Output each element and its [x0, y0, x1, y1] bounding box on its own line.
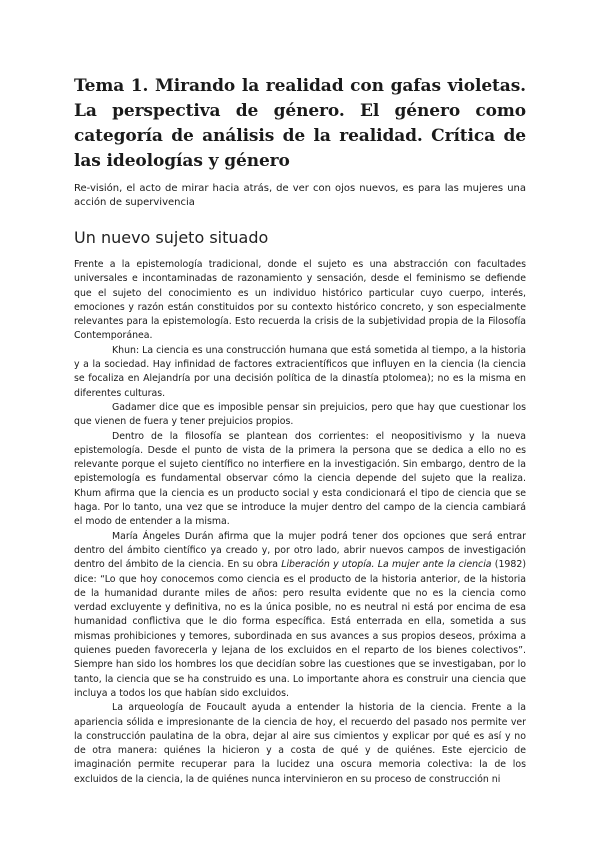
paragraph-foucault: La arqueología de Foucault ayuda a entender la historia de la ciencia. Frente a la apariencia sólida e impresionante de la ciencia de hoy, el recuerdo del pasado nos permite ver la construcción paulatina de la obra, dejar al aire sus cimientos y explicar por qué es así y no de otra manera: quiénes la hicieron y a costa de qué y de quiénes. Este ejercicio de imaginación permite recuperar para la lucidez una oscura memoria colectiva: la de los excluidos de la ciencia, la de quiénes nunca intervinieron en su proceso de construcción ni: [74, 702, 526, 785]
epigraph: Re-visión, el acto de mirar hacia atrás, de ver con ojos nuevos, es para las mujeres una acción de supervivencia: [74, 183, 526, 208]
book-title: Liberación y utopía. La mujer ante la ciencia: [281, 559, 492, 571]
paragraph-duran: [74, 530, 526, 702]
paragraph-khun: Khun: La ciencia es una construcción humana que está sometida al tiempo, a la historia y a la sociedad. Hay infinidad de factores extracientíficos que influyen en la ciencia (la ciencia se focaliza en Alejandría por una decisión política de la dinastía ptolomea); no es la misma en diferentes culturas.: [74, 344, 526, 399]
section-heading: Un nuevo sujeto situado: [74, 228, 269, 247]
paragraph-duran-text-start: María Ángeles Durán afirma que la mujer podrá tener dos opciones que será entrar dentro del ámbito científico ya creado y, por otro lado, abrir nuevos campos de investigación dentro del ámbito de la ciencia. En su obra: [74, 530, 526, 571]
paragraph-intro: Frente a la epistemología tradicional, donde el sujeto es una abstracción con facultades universales e incontaminadas de razonamiento y sensación, desde el feminismo se defiende que el sujeto del conocimiento es un individuo histórico particular cuyo cuerpo, interés, emociones y razón están constituidos por su contexto histórico concreto, y son especialmente relevantes para la epistemología. Esto recuerda la crisis de la subjetividad propia de la Filosofía Contemporánea.: [74, 259, 526, 342]
page-title: Tema 1. Mirando la realidad con gafas violetas. La perspectiva de género. El género como categoría de análisis de la realidad. Crítica de las ideologías y género: [74, 76, 526, 171]
paragraph-gadamer: Gadamer dice que es imposible pensar sin prejuicios, pero que hay que cuestionar los que vienen de fuera y tener prejuicios propios.: [74, 401, 526, 428]
paragraph-philosophy-currents: Dentro de la filosofía se plantean dos corrientes: el neopositivismo y la nueva epistemología. Desde el punto de vista de la primera la persona que se dedica a ello no es relevante porque el sujeto científico no interfiere en la investigación. Sin embargo, dentro de la epistemología es fundamental observar cómo la ciencia depende del sujeto que la realiza. Khum afirma que la ciencia es un producto social y esta condicionará el tipo de ciencia que se haga. Por lo tanto, una vez que se introduce la mujer dentro del campo de la ciencia cambiará el modo de entender a la misma.: [74, 430, 526, 528]
paragraph-duran-text-end: (1982) dice: “Lo que hoy conocemos como ciencia es el producto de la historia anterior, de la historia de la humanidad durante miles de años: pero resulta evidente que no es la ciencia como verdad excluyente y definitiva, no es la única posible, no es neutral ni está por encima de esa humanidad conflictiva que le dio forma específica. Está enterrada en ella, sometida a sus mismas prohibiciones y temores, subordinada en sus avances a sus propios deseos, próxima a quienes pueden favorecerla y lejana de los excluidos en el reparto de los bienes colectivos”. Siempre han sido los hombres los que decidían sobre las cuestiones que se investigaban, por lo tanto, la ciencia que se ha construido es una. Lo importante ahora es construir una ciencia que incluya a todos los que habían sido excluidos.: [74, 559, 526, 699]
